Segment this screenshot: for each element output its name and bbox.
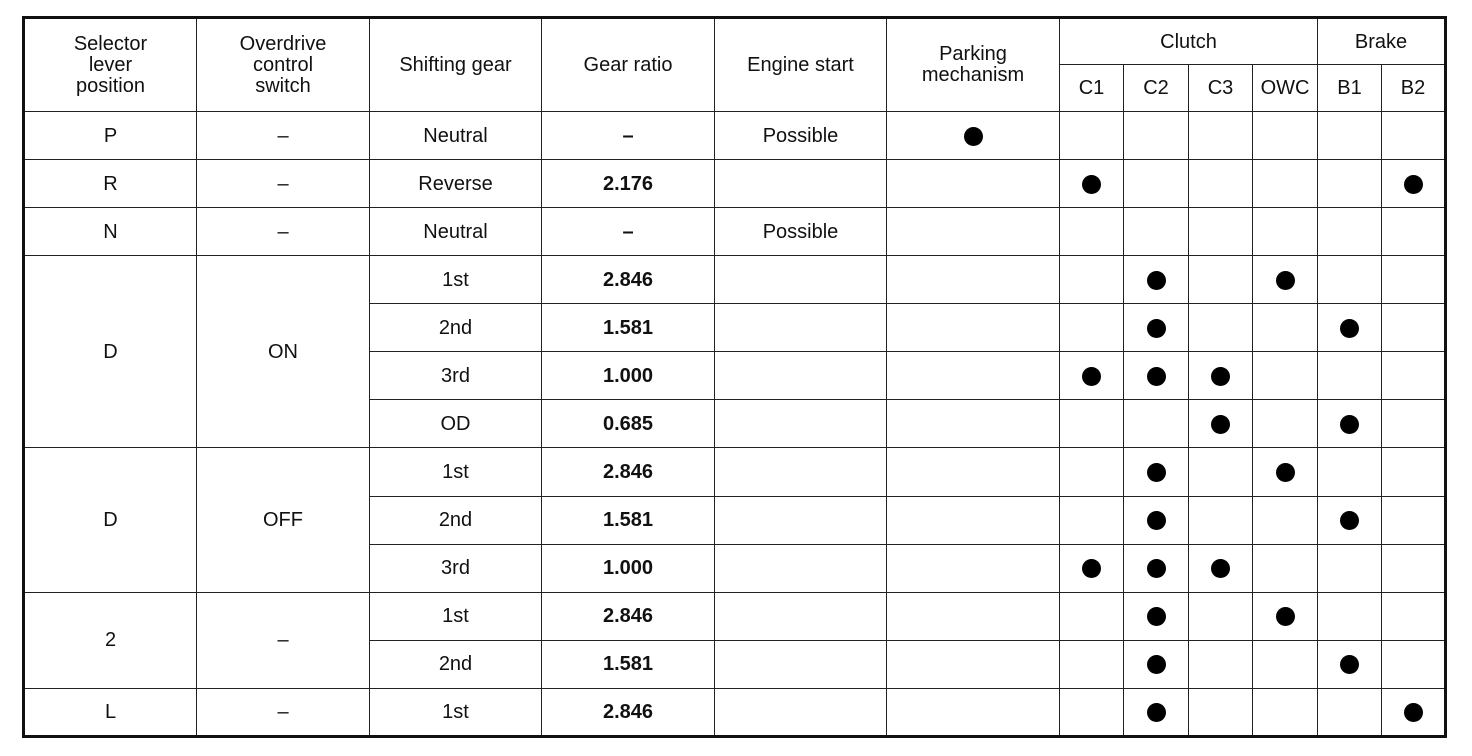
cell-b2 [1382, 400, 1446, 448]
engaged-dot-icon [1147, 559, 1166, 578]
cell-c1 [1060, 640, 1124, 688]
cell-c3 [1189, 688, 1253, 736]
cell-engine-start: Possible [715, 112, 887, 160]
cell-gear-ratio: – [542, 208, 715, 256]
cell-b1 [1318, 304, 1382, 352]
cell-b2 [1382, 112, 1446, 160]
cell-gear-ratio: 2.846 [542, 256, 715, 304]
engaged-dot-icon [1147, 271, 1166, 290]
engaged-dot-icon [1147, 655, 1166, 674]
cell-gear-ratio: 1.000 [542, 352, 715, 400]
header-selector-line: position [76, 74, 145, 97]
cell-owc [1253, 208, 1318, 256]
cell-c2 [1124, 640, 1189, 688]
cell-c1 [1060, 592, 1124, 640]
cell-c1 [1060, 304, 1124, 352]
cell-selector-position: P [24, 112, 197, 160]
cell-shifting-gear: 1st [370, 688, 542, 736]
cell-parking-mechanism [887, 496, 1060, 544]
cell-owc [1253, 640, 1318, 688]
header-overdrive-line: Overdrive [239, 32, 327, 55]
engaged-dot-icon [1404, 703, 1423, 722]
cell-b2 [1382, 544, 1446, 592]
cell-b1 [1318, 640, 1382, 688]
cell-b2 [1382, 496, 1446, 544]
cell-c2 [1124, 400, 1189, 448]
header-overdrive-line: switch [255, 74, 311, 97]
engaged-dot-icon [1147, 367, 1166, 386]
cell-owc [1253, 592, 1318, 640]
cell-engine-start [715, 352, 887, 400]
cell-b2 [1382, 640, 1446, 688]
cell-b2 [1382, 256, 1446, 304]
cell-c3 [1189, 208, 1253, 256]
cell-gear-ratio: 1.581 [542, 304, 715, 352]
cell-selector-position: N [24, 208, 197, 256]
cell-gear-ratio: 1.581 [542, 640, 715, 688]
cell-overdrive-switch: – [197, 208, 370, 256]
cell-b1 [1318, 160, 1382, 208]
header-brake: Brake [1318, 18, 1446, 65]
cell-c2 [1124, 256, 1189, 304]
cell-c3 [1189, 400, 1253, 448]
cell-engine-start: Possible [715, 208, 887, 256]
cell-c3 [1189, 544, 1253, 592]
header-c1: C1 [1060, 65, 1124, 112]
cell-c2 [1124, 352, 1189, 400]
cell-b2 [1382, 160, 1446, 208]
cell-engine-start [715, 496, 887, 544]
table-row [24, 112, 1446, 160]
cell-shifting-gear: 3rd [370, 544, 542, 592]
cell-owc [1253, 496, 1318, 544]
cell-owc [1253, 448, 1318, 496]
header-b1: B1 [1318, 65, 1382, 112]
cell-b1 [1318, 352, 1382, 400]
cell-c3 [1189, 496, 1253, 544]
cell-b2 [1382, 208, 1446, 256]
cell-c2 [1124, 544, 1189, 592]
cell-overdrive-switch: – [197, 592, 370, 688]
cell-owc [1253, 688, 1318, 736]
header-gear-ratio: Gear ratio [542, 18, 715, 112]
header-c2: C2 [1124, 65, 1189, 112]
engaged-dot-icon [964, 127, 983, 146]
cell-shifting-gear: Neutral [370, 112, 542, 160]
header-shifting-gear: Shifting gear [370, 18, 542, 112]
engaged-dot-icon [1211, 367, 1230, 386]
cell-shifting-gear: Neutral [370, 208, 542, 256]
cell-b1 [1318, 256, 1382, 304]
cell-c3 [1189, 256, 1253, 304]
header-row [24, 18, 1446, 65]
cell-shifting-gear: 2nd [370, 496, 542, 544]
table-body [24, 112, 1446, 737]
header-c3: C3 [1189, 65, 1253, 112]
cell-gear-ratio: 1.000 [542, 544, 715, 592]
engaged-dot-icon [1404, 175, 1423, 194]
cell-engine-start [715, 160, 887, 208]
cell-gear-ratio: 2.846 [542, 448, 715, 496]
engaged-dot-icon [1340, 511, 1359, 530]
cell-shifting-gear: OD [370, 400, 542, 448]
header-selector-lever-position [24, 18, 197, 112]
cell-parking-mechanism [887, 256, 1060, 304]
engaged-dot-icon [1340, 655, 1359, 674]
header-selector-line: lever [88, 53, 133, 76]
cell-b1 [1318, 208, 1382, 256]
cell-c2 [1124, 592, 1189, 640]
engaged-dot-icon [1147, 703, 1166, 722]
engaged-dot-icon [1340, 319, 1359, 338]
cell-owc [1253, 112, 1318, 160]
cell-parking-mechanism [887, 208, 1060, 256]
cell-gear-ratio: 2.176 [542, 160, 715, 208]
engaged-dot-icon [1340, 415, 1359, 434]
cell-b1 [1318, 400, 1382, 448]
cell-c2 [1124, 688, 1189, 736]
cell-c2 [1124, 496, 1189, 544]
cell-selector-position: L [24, 688, 197, 736]
cell-c3 [1189, 640, 1253, 688]
table-row [24, 448, 1446, 496]
cell-c2 [1124, 448, 1189, 496]
engaged-dot-icon [1082, 175, 1101, 194]
cell-overdrive-switch: – [197, 160, 370, 208]
engaged-dot-icon [1147, 511, 1166, 530]
cell-c3 [1189, 448, 1253, 496]
cell-parking-mechanism [887, 352, 1060, 400]
engaged-dot-icon [1147, 463, 1166, 482]
shift-element-table [22, 16, 1447, 738]
header-clutch: Clutch [1060, 18, 1318, 65]
cell-c1 [1060, 208, 1124, 256]
cell-selector-position: R [24, 160, 197, 208]
cell-b1 [1318, 448, 1382, 496]
cell-c1 [1060, 352, 1124, 400]
cell-b2 [1382, 352, 1446, 400]
cell-parking-mechanism [887, 400, 1060, 448]
cell-c3 [1189, 160, 1253, 208]
cell-gear-ratio: 2.846 [542, 688, 715, 736]
cell-c1 [1060, 448, 1124, 496]
engaged-dot-icon [1276, 463, 1295, 482]
cell-parking-mechanism [887, 544, 1060, 592]
header-engine-start: Engine start [715, 18, 887, 112]
cell-b2 [1382, 688, 1446, 736]
cell-engine-start [715, 688, 887, 736]
cell-c3 [1189, 592, 1253, 640]
cell-c1 [1060, 544, 1124, 592]
cell-b1 [1318, 544, 1382, 592]
cell-shifting-gear: 2nd [370, 640, 542, 688]
cell-overdrive-switch: – [197, 112, 370, 160]
cell-c1 [1060, 496, 1124, 544]
cell-engine-start [715, 592, 887, 640]
cell-shifting-gear: 2nd [370, 304, 542, 352]
engaged-dot-icon [1147, 607, 1166, 626]
cell-parking-mechanism [887, 304, 1060, 352]
header-overdrive-line: control [252, 53, 314, 76]
cell-parking-mechanism [887, 448, 1060, 496]
cell-c2 [1124, 112, 1189, 160]
cell-selector-position: 2 [24, 592, 197, 688]
engaged-dot-icon [1276, 271, 1295, 290]
cell-c1 [1060, 400, 1124, 448]
header-parking-line: Parking [939, 43, 1007, 65]
cell-c2 [1124, 304, 1189, 352]
cell-engine-start [715, 544, 887, 592]
engaged-dot-icon [1147, 319, 1166, 338]
cell-c3 [1189, 352, 1253, 400]
table-row [24, 592, 1446, 640]
cell-shifting-gear: 1st [370, 592, 542, 640]
cell-shifting-gear: 1st [370, 448, 542, 496]
cell-owc [1253, 352, 1318, 400]
cell-shifting-gear: 1st [370, 256, 542, 304]
header-parking-line: mechanism [921, 64, 1025, 86]
cell-shifting-gear: 3rd [370, 352, 542, 400]
cell-c1 [1060, 256, 1124, 304]
engaged-dot-icon [1211, 559, 1230, 578]
cell-c2 [1124, 208, 1189, 256]
header-overdrive-control-switch [197, 18, 370, 112]
cell-shifting-gear: Reverse [370, 160, 542, 208]
cell-overdrive-switch: ON [197, 256, 370, 448]
cell-gear-ratio: 0.685 [542, 400, 715, 448]
cell-c1 [1060, 688, 1124, 736]
cell-c3 [1189, 304, 1253, 352]
cell-parking-mechanism [887, 640, 1060, 688]
cell-b2 [1382, 448, 1446, 496]
engaged-dot-icon [1211, 415, 1230, 434]
table-row [24, 256, 1446, 304]
cell-parking-mechanism [887, 688, 1060, 736]
header-parking-mechanism [887, 18, 1060, 112]
cell-b2 [1382, 592, 1446, 640]
cell-engine-start [715, 448, 887, 496]
cell-selector-position: D [24, 448, 197, 592]
cell-b1 [1318, 592, 1382, 640]
engaged-dot-icon [1082, 367, 1101, 386]
engaged-dot-icon [1082, 559, 1101, 578]
cell-c3 [1189, 112, 1253, 160]
cell-b1 [1318, 496, 1382, 544]
cell-parking-mechanism [887, 112, 1060, 160]
header-owc: OWC [1253, 65, 1318, 112]
cell-engine-start [715, 400, 887, 448]
cell-gear-ratio: – [542, 112, 715, 160]
cell-b1 [1318, 688, 1382, 736]
cell-engine-start [715, 256, 887, 304]
table-row [24, 160, 1446, 208]
cell-owc [1253, 256, 1318, 304]
cell-owc [1253, 544, 1318, 592]
table-row [24, 688, 1446, 736]
shift-table-container [22, 16, 1446, 738]
cell-engine-start [715, 304, 887, 352]
table-row [24, 208, 1446, 256]
cell-parking-mechanism [887, 160, 1060, 208]
cell-c1 [1060, 160, 1124, 208]
cell-c2 [1124, 160, 1189, 208]
cell-owc [1253, 160, 1318, 208]
cell-c1 [1060, 112, 1124, 160]
header-selector-line: Selector [73, 32, 148, 55]
cell-overdrive-switch: OFF [197, 448, 370, 592]
cell-gear-ratio: 2.846 [542, 592, 715, 640]
cell-b2 [1382, 304, 1446, 352]
cell-owc [1253, 400, 1318, 448]
cell-selector-position: D [24, 256, 197, 448]
cell-gear-ratio: 1.581 [542, 496, 715, 544]
cell-owc [1253, 304, 1318, 352]
cell-b1 [1318, 112, 1382, 160]
cell-parking-mechanism [887, 592, 1060, 640]
cell-overdrive-switch: – [197, 688, 370, 736]
header-b2: B2 [1382, 65, 1446, 112]
cell-engine-start [715, 640, 887, 688]
engaged-dot-icon [1276, 607, 1295, 626]
